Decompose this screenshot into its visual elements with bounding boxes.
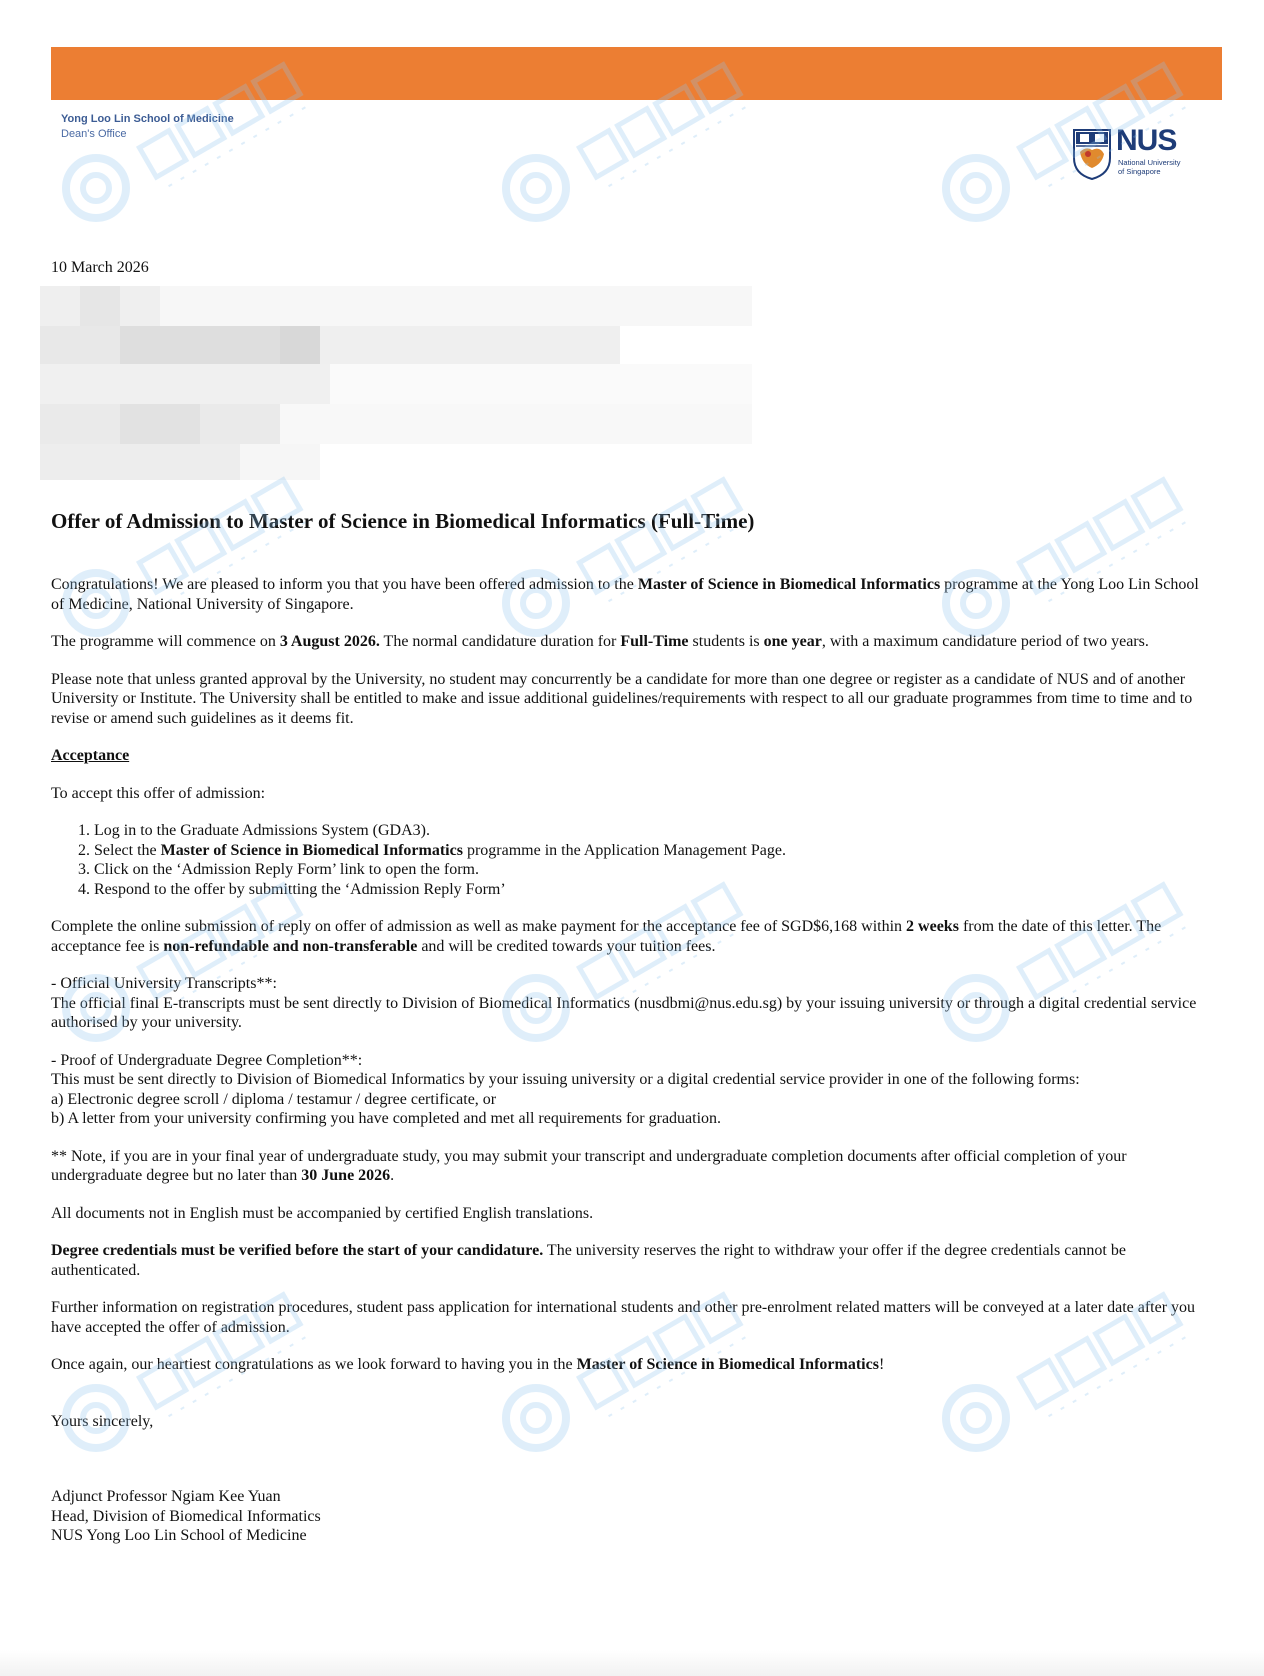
paragraph-degree-proof: - Proof of Undergraduate Degree Completion**: This must be sent directly to Division of Biomedical Informatics by your issuing university or a digital credential service provider in one of the following forms: a) Electronic degree scroll / diploma / testamur / degree certificate, or b) A letter from your university confirming you have completed and met all requirements for graduation. — [51, 1051, 1080, 1127]
school-header — [61, 112, 234, 142]
redacted-address-block — [40, 286, 752, 486]
paragraph-transcripts: - Official University Transcripts**: The official final E-transcripts must be sent directly to Division of Biomedical Informatics (nusdbmi@nus.edu.sg) by your issuing university or through a digital credential service authorised by your university. — [51, 975, 1197, 1031]
office-name: Dean's Office — [61, 128, 127, 140]
nus-logo-sub-line1: National University — [1118, 158, 1181, 167]
nus-logo-word: NUS — [1116, 124, 1177, 157]
signatory-organisation: NUS Yong Loo Lin School of Medicine — [51, 1527, 307, 1544]
acceptance-step: 4. Respond to the offer by submitting the ‘Admission Reply Form’ — [94, 880, 1211, 900]
nus-logo-sub-line2: of Singapore — [1118, 167, 1161, 176]
letter-body — [51, 575, 1211, 1546]
paragraph-verification: Degree credentials must be verified before the start of your candidature. The university reserves the right to withdraw your offer if the degree credentials cannot be authenticated. — [51, 1242, 1126, 1279]
letter-date: 10 March 2026 — [51, 259, 149, 276]
acceptance-heading: Acceptance — [51, 747, 130, 764]
nus-logo — [1072, 126, 1192, 182]
paragraph-commencement: The programme will commence on 3 August 2026. The normal candidature duration for Full-Time students is one year, with a maximum candidature period of two years. — [51, 633, 1149, 650]
paragraph-acceptance-fee: Complete the online submission of reply on offer of admission as well as make payment for the acceptance fee of SGD$6,168 within 2 weeks from the date of this letter. The acceptance fee is non-refundable and non-transferable and will be credited towards your tuition fees. — [51, 918, 1162, 955]
paragraph-concurrent-degree: Please note that unless granted approval by the University, no student may concurrently be a candidate for more than one degree or register as a candidate of NUS and of another University or Institute. The University shall be entitled to make and issue additional guidelines/requirements with respect to all our graduate programmes from time to time and to revise or amend such guidelines as it deems fit. — [51, 670, 1193, 727]
signature-block — [51, 1487, 1211, 1546]
acceptance-steps — [51, 821, 1211, 899]
acceptance-step: 3. Click on the ‘Admission Reply Form’ link to open the form. — [94, 860, 1211, 880]
acceptance-step: 2. Select the Master of Science in Biomedical Informatics programme in the Application Management Page. — [94, 841, 1211, 861]
acceptance-step: 1. Log in to the Graduate Admissions System (GDA3). — [94, 821, 1211, 841]
letter-title: Offer of Admission to Master of Science in Biomedical Informatics (Full-Time) — [51, 509, 755, 533]
paragraph-final-year-note: ** Note, if you are in your final year of undergraduate study, you may submit your transcript and undergraduate completion documents after official completion of your undergraduate degree but no later than 30 June 2026. — [51, 1147, 1127, 1184]
header-orange-bar — [51, 47, 1222, 100]
signatory-role: Head, Division of Biomedical Informatics — [51, 1507, 321, 1525]
paragraph-congratulations: Congratulations! We are pleased to inform you that you have been offered admission to the Master of Science in Biomedical Informatics programme at the Yong Loo Lin School of Medicine, National University of Singapore. — [51, 576, 1199, 613]
paragraph-further-info: Further information on registration procedures, student pass application for international students and other pre-enrolment related matters will be conveyed at a later date after you have accepted the offer of admission. — [51, 1299, 1196, 1336]
nus-logo-subtitle — [1118, 158, 1181, 176]
signatory-name: Adjunct Professor Ngiam Kee Yuan — [51, 1488, 281, 1505]
acceptance-intro: To accept this offer of admission: — [51, 784, 266, 802]
paragraph-translations: All documents not in English must be accompanied by certified English translations. — [51, 1204, 594, 1222]
page-bottom-edge — [0, 1650, 1264, 1676]
school-name: Yong Loo Lin School of Medicine — [61, 113, 234, 125]
nus-crest-icon — [1072, 128, 1112, 180]
signoff: Yours sincerely, — [51, 1412, 154, 1430]
paragraph-closing: Once again, our heartiest congratulations as we look forward to having you in the Master of Science in Biomedical Informatics! — [51, 1356, 885, 1373]
